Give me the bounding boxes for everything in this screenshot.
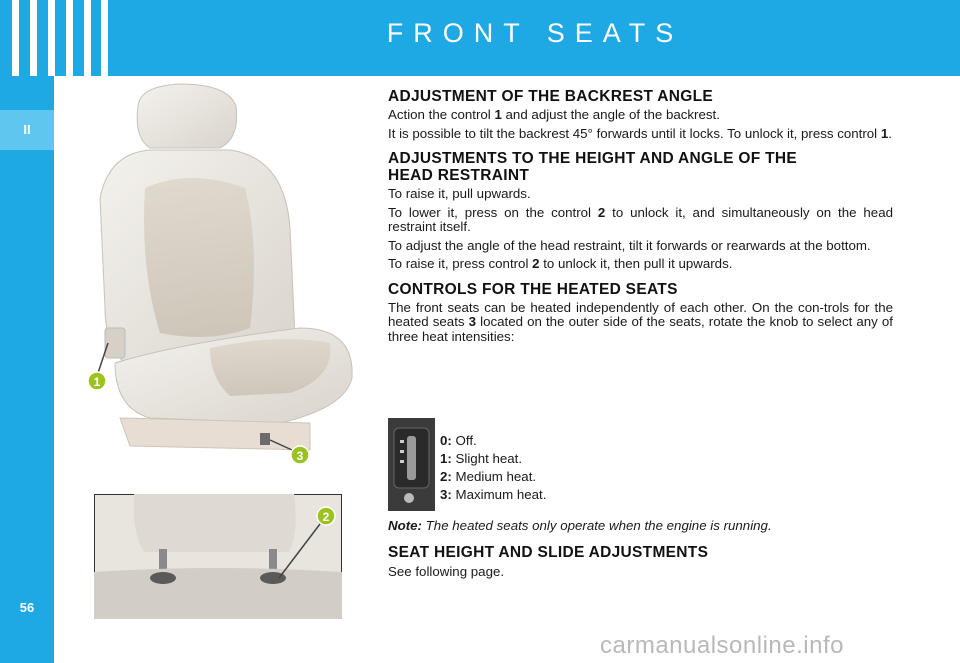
side-bar [0,76,54,663]
backrest-paragraph-1: Action the control 1 and adjust the angle of the backrest. [388,107,720,122]
head-restraint-paragraph-4: To raise it, press control 2 to unlock it, then pull it upwards. [388,256,733,271]
page-title: FRONT SEATS [386,18,684,48]
head-restraint-paragraph-2: To lower it, press on the control 2 to unlock it, and simultaneously on the head restraint itself. [388,204,893,234]
heading-heated-seats: CONTROLS FOR THE HEATED SEATS [388,280,678,298]
heading-head-restraint: ADJUSTMENTS TO THE HEIGHT AND ANGLE OF THE HEAD RESTRAINT [388,150,798,184]
headrest-detail-illustration [94,494,342,620]
callout-3: 3 [296,449,304,463]
heat-level-item: 2: Medium heat. [440,469,537,484]
chapter-tab[interactable]: II [0,110,54,150]
header-banner [0,0,960,76]
head-restraint-paragraph-3: To adjust the angle of the head restraint, tilt it forwards or rearwards at the bottom. [388,237,871,253]
heat-level-list [440,432,546,504]
backrest-paragraph-2: It is possible to tilt the backrest 45° forwards until it locks. To unlock it, press control 1. [388,125,892,141]
heat-knob-icon [388,418,435,511]
heading-backrest: ADJUSTMENT OF THE BACKREST ANGLE [388,88,714,105]
banner-stripe [48,0,55,76]
note: Note: The heated seats only operate when the engine is running. [388,518,772,533]
callout-2: 2 [322,510,330,524]
banner-stripe [101,0,108,76]
heat-level-item: 1: Slight heat. [440,451,523,466]
heated-seats-paragraph: The front seats can be heated independently of each other. On the con-trols for the heated seats 3 located on the outer side of the seats, rotate the knob to select any of three heat intensities: [388,299,893,344]
banner-stripe [12,0,19,76]
page-number: 56 [19,600,35,615]
heat-level-item: 3: Maximum heat. [440,487,547,502]
head-restraint-paragraph-1: To raise it, pull upwards. [388,186,531,201]
heat-levels [388,418,688,514]
banner-stripe [66,0,73,76]
banner-stripe [30,0,37,76]
watermark: carmanualsonline.info [600,632,844,659]
heat-level-item: 0: Off. [440,433,477,448]
heading-seat-height-slide: SEAT HEIGHT AND SLIDE ADJUSTMENTS [388,544,709,561]
text-column [388,88,893,344]
callout-1: 1 [93,375,101,389]
banner-stripe [84,0,91,76]
slide-text: See following page. [388,564,505,579]
seat-illustration [60,78,360,478]
